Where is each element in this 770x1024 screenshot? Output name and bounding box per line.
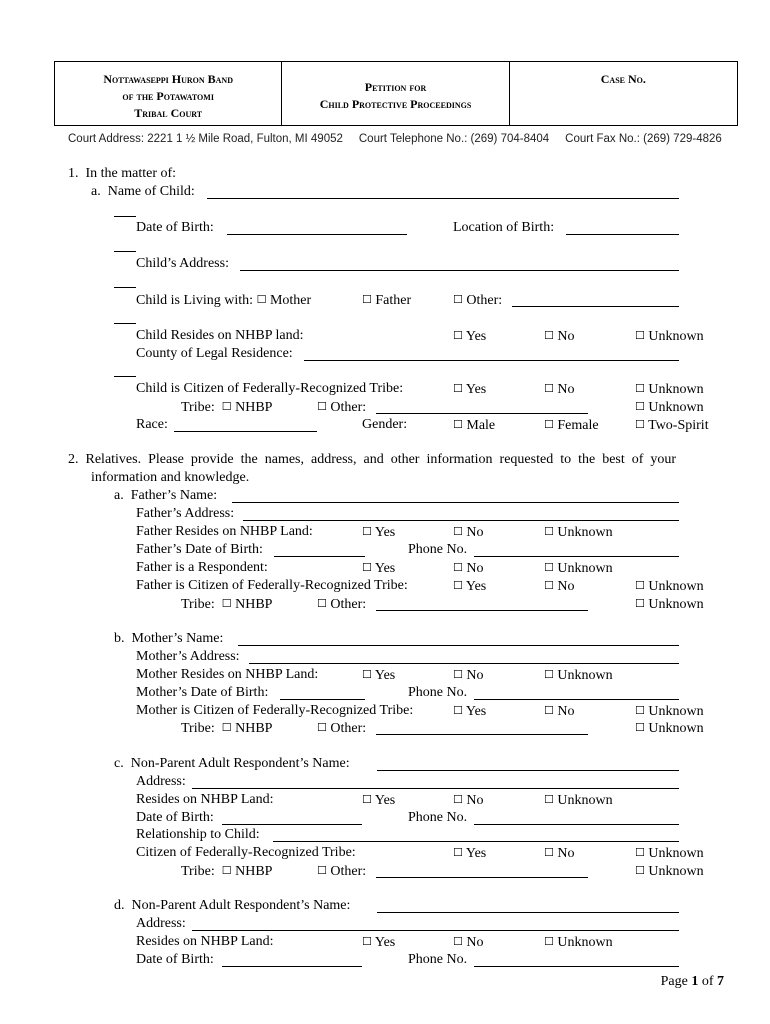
option-yes-row	[453, 381, 486, 398]
nonparent-d-address-label: Address:	[136, 916, 186, 931]
option-unknown-row	[635, 703, 704, 720]
option-other: Other:	[330, 721, 367, 736]
checkbox-icon[interactable]: ☐	[635, 418, 645, 431]
tribe-other-row	[317, 863, 366, 880]
option-yes: Yes	[374, 793, 396, 808]
nonparent-d-dob-label: Date of Birth:	[136, 952, 214, 967]
tribe-row	[181, 720, 272, 737]
nonparent-c-resides-label: Resides on NHBP Land:	[136, 792, 274, 807]
option-no: No	[557, 846, 575, 861]
tribe-label: Tribe:	[181, 721, 215, 736]
option-no-row	[544, 328, 575, 345]
father-address-label: Father’s Address:	[136, 506, 235, 521]
petition-title-line: Child Protective Proceedings	[319, 97, 472, 111]
checkbox-icon[interactable]: ☐	[453, 561, 463, 574]
petition-title	[282, 62, 509, 125]
checkbox-icon[interactable]: ☐	[453, 793, 463, 806]
child-resides-label: Child Resides on NHBP land:	[136, 328, 304, 343]
nonparent-c-dob-label: Date of Birth:	[136, 810, 214, 825]
option-nhbp: NHBP	[235, 864, 273, 879]
county-label: County of Legal Residence:	[136, 346, 293, 361]
option-yes-row	[453, 328, 486, 345]
checkbox-icon[interactable]: ☐	[362, 525, 372, 538]
option-unknown: Unknown	[648, 579, 704, 594]
living-with-text: Child is Living with:	[136, 293, 254, 308]
phone-label: Phone No.	[408, 542, 468, 557]
option-unknown-row	[635, 399, 704, 416]
option-unknown: Unknown	[648, 329, 704, 344]
court-name-line: Nottawaseppi Huron Band	[103, 72, 233, 86]
blank-line	[114, 376, 136, 377]
option-yes-row	[453, 703, 486, 720]
option-yes-row	[362, 524, 395, 541]
phone-label: Phone No.	[408, 952, 468, 967]
location-birth-field[interactable]	[566, 234, 679, 235]
mother-address-field[interactable]	[249, 663, 679, 664]
option-two-spirit: Two-Spirit	[648, 418, 709, 433]
option-yes: Yes	[374, 935, 396, 950]
checkbox-icon[interactable]: ☐	[453, 382, 463, 395]
tribe-row	[181, 596, 272, 613]
option-unknown: Unknown	[648, 721, 704, 736]
father-name-field[interactable]	[232, 502, 679, 503]
option-unknown: Unknown	[557, 525, 613, 540]
checkbox-icon[interactable]: ☐	[635, 579, 645, 592]
checkbox-icon[interactable]: ☐	[362, 668, 372, 681]
location-birth-label: Location of Birth:	[453, 220, 555, 235]
tribe-other-field[interactable]	[376, 877, 588, 878]
option-two-spirit-row	[635, 417, 709, 434]
option-yes: Yes	[465, 704, 487, 719]
tribe-other-row	[317, 720, 366, 737]
child-address-label: Child’s Address:	[136, 256, 229, 271]
child-dob-field[interactable]	[227, 234, 407, 235]
option-yes-row	[453, 578, 486, 595]
option-female-row	[544, 417, 599, 434]
living-with-label	[136, 292, 311, 309]
checkbox-icon[interactable]: ☐	[362, 561, 372, 574]
checkbox-icon[interactable]: ☐	[544, 418, 554, 431]
option-yes: Yes	[374, 668, 396, 683]
option-unknown-row	[544, 667, 613, 684]
option-unknown: Unknown	[557, 935, 613, 950]
child-name-field[interactable]	[207, 198, 679, 199]
option-unknown-row	[544, 524, 613, 541]
county-field[interactable]	[304, 360, 679, 361]
checkbox-icon[interactable]: ☐	[221, 400, 232, 413]
option-yes: Yes	[465, 579, 487, 594]
option-yes-row	[362, 560, 395, 577]
option-unknown-row	[635, 381, 704, 398]
tribe-other-field[interactable]	[376, 413, 588, 414]
nonparent-d-name-field[interactable]	[377, 912, 679, 913]
father-resides-label: Father Resides on NHBP Land:	[136, 524, 313, 539]
option-other: Other:	[466, 293, 503, 308]
checkbox-icon[interactable]: ☐	[362, 935, 372, 948]
race-field[interactable]	[174, 431, 317, 432]
relationship-field[interactable]	[273, 841, 679, 842]
option-unknown: Unknown	[557, 561, 613, 576]
mother-address-label: Mother’s Address:	[136, 649, 240, 664]
option-other: Other:	[330, 597, 367, 612]
option-unknown-row	[544, 792, 613, 809]
tribe-label: Tribe:	[181, 864, 215, 879]
option-nhbp: NHBP	[235, 400, 273, 415]
option-no: No	[466, 561, 484, 576]
nonparent-c-address-field[interactable]	[192, 788, 679, 789]
checkbox-icon[interactable]: ☐	[317, 597, 327, 610]
total-pages: 7	[717, 974, 724, 989]
checkbox-icon[interactable]: ☐	[635, 597, 645, 610]
nonparent-c-address-label: Address:	[136, 774, 186, 789]
option-yes: Yes	[374, 525, 396, 540]
checkbox-icon[interactable]: ☐	[453, 846, 463, 859]
father-address-field[interactable]	[243, 520, 679, 521]
blank-line	[114, 216, 136, 217]
blank-line	[114, 323, 136, 324]
option-unknown-row	[544, 934, 613, 951]
option-nhbp: NHBP	[235, 597, 273, 612]
father-dob-label: Father’s Date of Birth:	[136, 542, 263, 557]
page-number	[661, 974, 724, 990]
option-other: Other:	[330, 864, 367, 879]
mother-name-label: b. Mother’s Name:	[114, 631, 224, 646]
blank-line	[114, 251, 136, 252]
option-no: No	[466, 793, 484, 808]
checkbox-icon[interactable]: ☐	[544, 704, 554, 717]
nonparent-d-phone-field[interactable]	[474, 966, 679, 967]
tribe-label: Tribe:	[181, 597, 215, 612]
relationship-label: Relationship to Child:	[136, 827, 260, 842]
option-yes: Yes	[465, 329, 487, 344]
checkbox-icon[interactable]: ☐	[453, 579, 463, 592]
nonparent-d-name-label: d. Non-Parent Adult Respondent’s Name:	[114, 898, 351, 913]
option-unknown-row	[635, 720, 704, 737]
option-no: No	[557, 329, 575, 344]
option-no: No	[557, 382, 575, 397]
tribe-other-field[interactable]	[376, 734, 588, 735]
option-unknown-row	[635, 578, 704, 595]
checkbox-icon[interactable]: ☐	[221, 864, 232, 877]
court-telephone: Court Telephone No.: (269) 704-8404	[358, 133, 550, 145]
option-unknown: Unknown	[557, 793, 613, 808]
checkbox-icon[interactable]: ☐	[635, 846, 645, 859]
gender-label: Gender:	[362, 417, 408, 432]
child-name-label: a. Name of Child:	[91, 184, 195, 199]
checkbox-icon[interactable]: ☐	[635, 382, 645, 395]
option-mother: Mother	[269, 293, 312, 308]
tribe-other-row	[317, 399, 366, 416]
option-no-row	[453, 667, 484, 684]
option-yes-row	[362, 667, 395, 684]
case-number-label: Case No.	[600, 72, 646, 86]
option-male-row	[453, 417, 495, 434]
father-name-label: a. Father’s Name:	[114, 488, 218, 503]
option-other-row	[453, 292, 502, 309]
option-male: Male	[466, 418, 496, 433]
page-word: Page	[660, 974, 688, 989]
option-unknown-row	[635, 328, 704, 345]
option-unknown: Unknown	[648, 382, 704, 397]
option-unknown: Unknown	[557, 668, 613, 683]
checkbox-icon[interactable]: ☐	[544, 793, 554, 806]
tribe-label: Tribe:	[181, 400, 215, 415]
child-address-field[interactable]	[240, 270, 679, 271]
checkbox-icon[interactable]: ☐	[256, 293, 267, 306]
nonparent-c-citizen-label: Citizen of Federally-Recognized Tribe:	[136, 845, 356, 860]
option-no-row	[544, 381, 575, 398]
option-no-row	[544, 578, 575, 595]
option-unknown: Unknown	[648, 704, 704, 719]
option-yes-row	[362, 934, 395, 951]
father-respondent-label: Father is a Respondent:	[136, 560, 268, 575]
checkbox-icon[interactable]: ☐	[635, 721, 645, 734]
option-yes: Yes	[465, 382, 487, 397]
option-no: No	[557, 704, 575, 719]
checkbox-icon[interactable]: ☐	[544, 846, 554, 859]
option-no-row	[453, 524, 484, 541]
option-unknown: Unknown	[648, 400, 704, 415]
court-fax: Court Fax No.: (269) 729-4826	[565, 133, 722, 145]
checkbox-icon[interactable]: ☐	[362, 793, 372, 806]
checkbox-icon[interactable]: ☐	[453, 668, 463, 681]
nonparent-d-dob-field[interactable]	[222, 966, 362, 967]
option-unknown-row	[635, 863, 704, 880]
checkbox-icon[interactable]: ☐	[635, 329, 645, 342]
option-no-row	[453, 792, 484, 809]
court-info	[68, 133, 722, 145]
checkbox-icon[interactable]: ☐	[221, 721, 232, 734]
court-name-line: Tribal Court	[134, 106, 203, 120]
petition-title-line: Petition for	[364, 80, 427, 94]
checkbox-icon[interactable]: ☐	[544, 382, 554, 395]
mother-dob-label: Mother’s Date of Birth:	[136, 685, 269, 700]
checkbox-icon[interactable]: ☐	[453, 293, 463, 306]
checkbox-icon[interactable]: ☐	[544, 935, 554, 948]
option-no-row	[453, 560, 484, 577]
option-unknown: Unknown	[648, 846, 704, 861]
living-other-field[interactable]	[512, 306, 679, 307]
option-no-row	[544, 845, 575, 862]
current-page: 1	[691, 974, 699, 989]
option-father: Father	[375, 293, 412, 308]
checkbox-icon[interactable]: ☐	[317, 721, 327, 734]
child-dob-label: Date of Birth:	[136, 220, 214, 235]
option-yes-row	[362, 792, 395, 809]
option-unknown: Unknown	[648, 597, 704, 612]
section2-heading-cont: information and knowledge.	[91, 470, 250, 485]
father-dob-field[interactable]	[274, 556, 365, 557]
mother-resides-label: Mother Resides on NHBP Land:	[136, 667, 319, 682]
nonparent-c-name-label: c. Non-Parent Adult Respondent’s Name:	[114, 756, 350, 771]
checkbox-icon[interactable]: ☐	[453, 525, 463, 538]
tribe-row	[181, 399, 272, 416]
mother-name-field[interactable]	[238, 645, 679, 646]
option-father-row	[362, 292, 411, 309]
checkbox-icon[interactable]: ☐	[453, 418, 463, 431]
child-citizen-label: Child is Citizen of Federally-Recognized Tribe:	[136, 381, 404, 396]
checkbox-icon[interactable]: ☐	[544, 525, 554, 538]
nonparent-c-dob-field[interactable]	[222, 824, 362, 825]
option-yes-row	[453, 845, 486, 862]
of-word: of	[701, 974, 714, 989]
option-yes: Yes	[374, 561, 396, 576]
option-unknown-row	[544, 560, 613, 577]
court-address: Court Address: 2221 1 ½ Mile Road, Fulton, MI 49052	[68, 133, 343, 145]
checkbox-icon[interactable]: ☐	[544, 579, 554, 592]
phone-label: Phone No.	[408, 685, 468, 700]
tribe-other-field[interactable]	[376, 610, 588, 611]
checkbox-icon[interactable]: ☐	[544, 668, 554, 681]
father-phone-field[interactable]	[474, 556, 679, 557]
caption-box	[54, 61, 738, 126]
section2-heading: 2. Relatives. Please provide the names, address, and other information requested to the best of your	[68, 452, 677, 467]
checkbox-icon[interactable]: ☐	[453, 704, 463, 717]
section1-heading: 1. In the matter of:	[68, 166, 177, 181]
nonparent-c-name-field[interactable]	[377, 770, 679, 771]
option-no: No	[466, 668, 484, 683]
phone-label: Phone No.	[408, 810, 468, 825]
checkbox-icon[interactable]: ☐	[544, 561, 554, 574]
checkbox-icon[interactable]: ☐	[221, 597, 232, 610]
option-female: Female	[557, 418, 599, 433]
father-citizen-label: Father is Citizen of Federally-Recognized Tribe:	[136, 578, 408, 593]
mother-dob-field[interactable]	[280, 699, 365, 700]
option-other: Other:	[330, 400, 367, 415]
checkbox-icon[interactable]: ☐	[453, 329, 463, 342]
mother-phone-field[interactable]	[474, 699, 679, 700]
option-yes: Yes	[465, 846, 487, 861]
nonparent-c-phone-field[interactable]	[474, 824, 679, 825]
checkbox-icon[interactable]: ☐	[317, 864, 327, 877]
option-no: No	[466, 935, 484, 950]
case-number-cell[interactable]	[510, 62, 737, 125]
checkbox-icon[interactable]: ☐	[362, 293, 372, 306]
race-label: Race:	[136, 417, 168, 432]
checkbox-icon[interactable]: ☐	[635, 704, 645, 717]
mother-citizen-label: Mother is Citizen of Federally-Recognized Tribe:	[136, 703, 414, 718]
option-no: No	[466, 525, 484, 540]
checkbox-icon[interactable]: ☐	[635, 864, 645, 877]
checkbox-icon[interactable]: ☐	[635, 400, 645, 413]
blank-line	[114, 287, 136, 288]
option-unknown-row	[635, 845, 704, 862]
option-no-row	[453, 934, 484, 951]
court-name	[55, 62, 282, 125]
tribe-row	[181, 863, 272, 880]
checkbox-icon[interactable]: ☐	[544, 329, 554, 342]
option-no: No	[557, 579, 575, 594]
nonparent-d-resides-label: Resides on NHBP Land:	[136, 934, 274, 949]
checkbox-icon[interactable]: ☐	[317, 400, 327, 413]
option-unknown-row	[635, 596, 704, 613]
tribe-other-row	[317, 596, 366, 613]
court-name-line: of the Potawatomi	[122, 89, 214, 103]
option-no-row	[544, 703, 575, 720]
nonparent-d-address-field[interactable]	[192, 930, 679, 931]
option-unknown: Unknown	[648, 864, 704, 879]
option-nhbp: NHBP	[235, 721, 273, 736]
checkbox-icon[interactable]: ☐	[453, 935, 463, 948]
